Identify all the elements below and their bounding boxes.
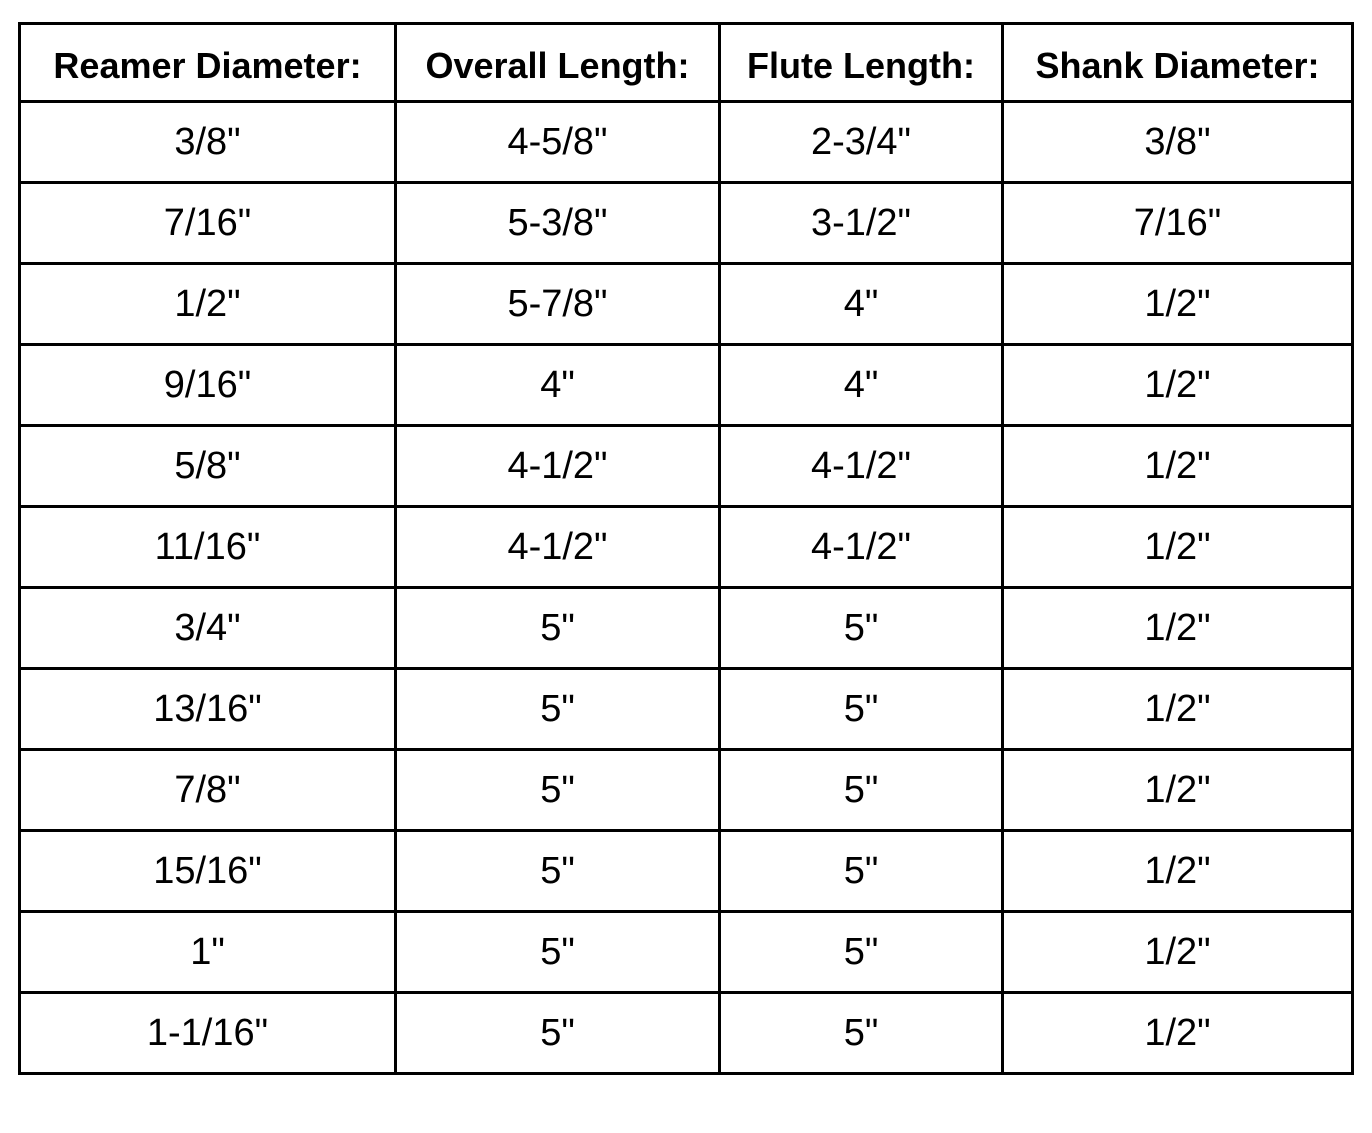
cell-overall-length: 5" bbox=[396, 831, 720, 912]
cell-shank-diameter: 3/8" bbox=[1003, 102, 1353, 183]
cell-shank-diameter: 1/2" bbox=[1003, 669, 1353, 750]
table-row bbox=[20, 102, 1353, 183]
cell-shank-diameter: 1/2" bbox=[1003, 426, 1353, 507]
table-row bbox=[20, 345, 1353, 426]
cell-overall-length: 4-5/8" bbox=[396, 102, 720, 183]
cell-flute-length: 5" bbox=[720, 912, 1003, 993]
table-row bbox=[20, 669, 1353, 750]
cell-flute-length: 5" bbox=[720, 750, 1003, 831]
cell-reamer-diameter: 3/8" bbox=[20, 102, 396, 183]
cell-reamer-diameter: 3/4" bbox=[20, 588, 396, 669]
table-row bbox=[20, 426, 1353, 507]
reamer-spec-table bbox=[18, 22, 1354, 1075]
cell-shank-diameter: 1/2" bbox=[1003, 507, 1353, 588]
table-row bbox=[20, 912, 1353, 993]
cell-shank-diameter: 1/2" bbox=[1003, 993, 1353, 1074]
cell-overall-length: 5" bbox=[396, 993, 720, 1074]
cell-flute-length: 5" bbox=[720, 669, 1003, 750]
cell-overall-length: 5" bbox=[396, 588, 720, 669]
table-body bbox=[20, 102, 1353, 1074]
cell-reamer-diameter: 7/16" bbox=[20, 183, 396, 264]
table-row bbox=[20, 750, 1353, 831]
cell-flute-length: 4-1/2" bbox=[720, 426, 1003, 507]
cell-overall-length: 5-7/8" bbox=[396, 264, 720, 345]
cell-overall-length: 5-3/8" bbox=[396, 183, 720, 264]
cell-reamer-diameter: 1-1/16" bbox=[20, 993, 396, 1074]
cell-overall-length: 5" bbox=[396, 912, 720, 993]
table-header-row bbox=[20, 24, 1353, 102]
cell-flute-length: 5" bbox=[720, 993, 1003, 1074]
cell-shank-diameter: 1/2" bbox=[1003, 264, 1353, 345]
cell-shank-diameter: 1/2" bbox=[1003, 750, 1353, 831]
cell-reamer-diameter: 9/16" bbox=[20, 345, 396, 426]
table-row bbox=[20, 831, 1353, 912]
cell-shank-diameter: 1/2" bbox=[1003, 588, 1353, 669]
header-overall-length: Overall Length: bbox=[396, 24, 720, 102]
table-row bbox=[20, 507, 1353, 588]
table-row bbox=[20, 183, 1353, 264]
cell-reamer-diameter: 11/16" bbox=[20, 507, 396, 588]
cell-flute-length: 4-1/2" bbox=[720, 507, 1003, 588]
table-row bbox=[20, 588, 1353, 669]
cell-flute-length: 5" bbox=[720, 831, 1003, 912]
header-reamer-diameter: Reamer Diameter: bbox=[20, 24, 396, 102]
cell-flute-length: 2-3/4" bbox=[720, 102, 1003, 183]
cell-flute-length: 5" bbox=[720, 588, 1003, 669]
cell-reamer-diameter: 7/8" bbox=[20, 750, 396, 831]
cell-flute-length: 3-1/2" bbox=[720, 183, 1003, 264]
table-row bbox=[20, 993, 1353, 1074]
header-flute-length: Flute Length: bbox=[720, 24, 1003, 102]
cell-overall-length: 5" bbox=[396, 669, 720, 750]
cell-shank-diameter: 1/2" bbox=[1003, 831, 1353, 912]
cell-shank-diameter: 7/16" bbox=[1003, 183, 1353, 264]
cell-overall-length: 5" bbox=[396, 750, 720, 831]
cell-reamer-diameter: 5/8" bbox=[20, 426, 396, 507]
cell-reamer-diameter: 13/16" bbox=[20, 669, 396, 750]
header-shank-diameter: Shank Diameter: bbox=[1003, 24, 1353, 102]
cell-reamer-diameter: 1/2" bbox=[20, 264, 396, 345]
table-row bbox=[20, 264, 1353, 345]
cell-overall-length: 4-1/2" bbox=[396, 507, 720, 588]
cell-flute-length: 4" bbox=[720, 264, 1003, 345]
cell-flute-length: 4" bbox=[720, 345, 1003, 426]
cell-overall-length: 4" bbox=[396, 345, 720, 426]
cell-reamer-diameter: 1" bbox=[20, 912, 396, 993]
cell-shank-diameter: 1/2" bbox=[1003, 345, 1353, 426]
cell-reamer-diameter: 15/16" bbox=[20, 831, 396, 912]
cell-overall-length: 4-1/2" bbox=[396, 426, 720, 507]
cell-shank-diameter: 1/2" bbox=[1003, 912, 1353, 993]
